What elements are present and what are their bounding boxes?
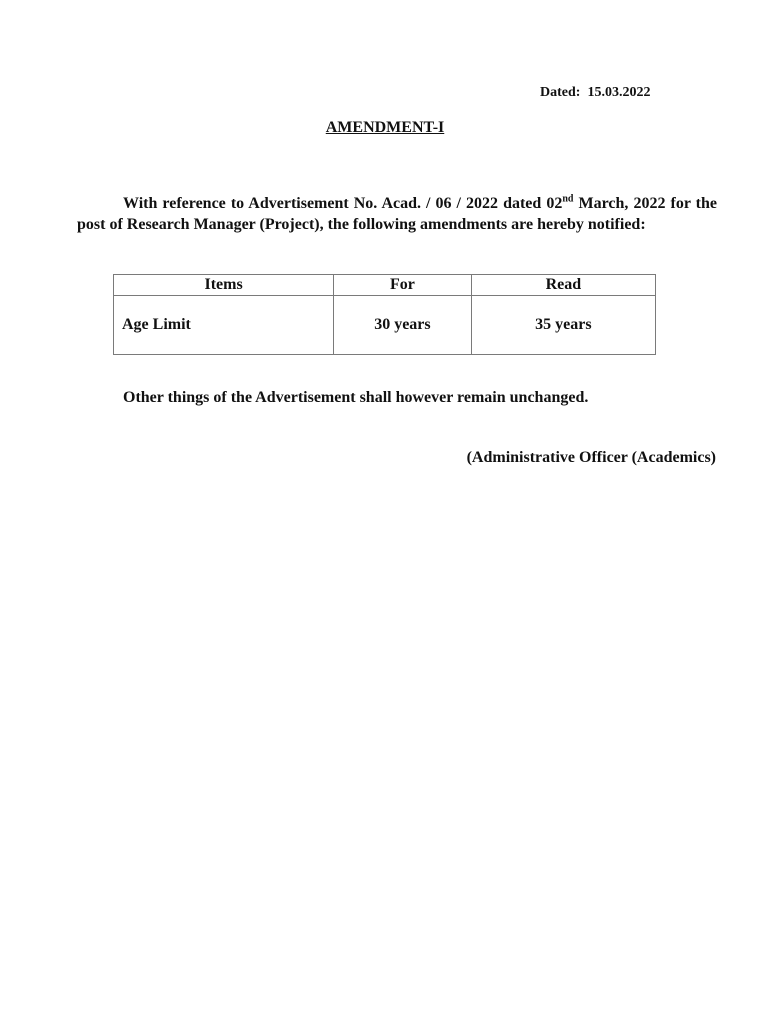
cell-for: 30 years [334,296,472,355]
cell-item: Age Limit [114,296,334,355]
header-read: Read [471,275,655,296]
signature-line: (Administrative Officer (Academics) [466,449,716,466]
header-for: For [334,275,472,296]
table-row [114,296,656,355]
dated-label: Dated: [540,85,581,100]
amendment-table [113,274,656,355]
ordinal-suffix: nd [562,193,574,205]
document-title: AMENDMENT-I [325,119,445,136]
table-header-row [114,275,656,296]
date-line [540,85,650,101]
cell-read: 35 years [471,296,655,355]
intro-text-after: March, 2022 for the post of Research Manager (Project), the following amendments are hereby notified: [77,195,717,233]
closing-statement: Other things of the Advertisement shall however remain unchanged. [123,389,589,406]
intro-paragraph [77,193,717,235]
intro-text-before: With reference to Advertisement No. Acad. / 06 / 2022 dated 02 [123,195,563,212]
header-items: Items [114,275,334,296]
dated-value: 15.03.2022 [587,85,651,100]
